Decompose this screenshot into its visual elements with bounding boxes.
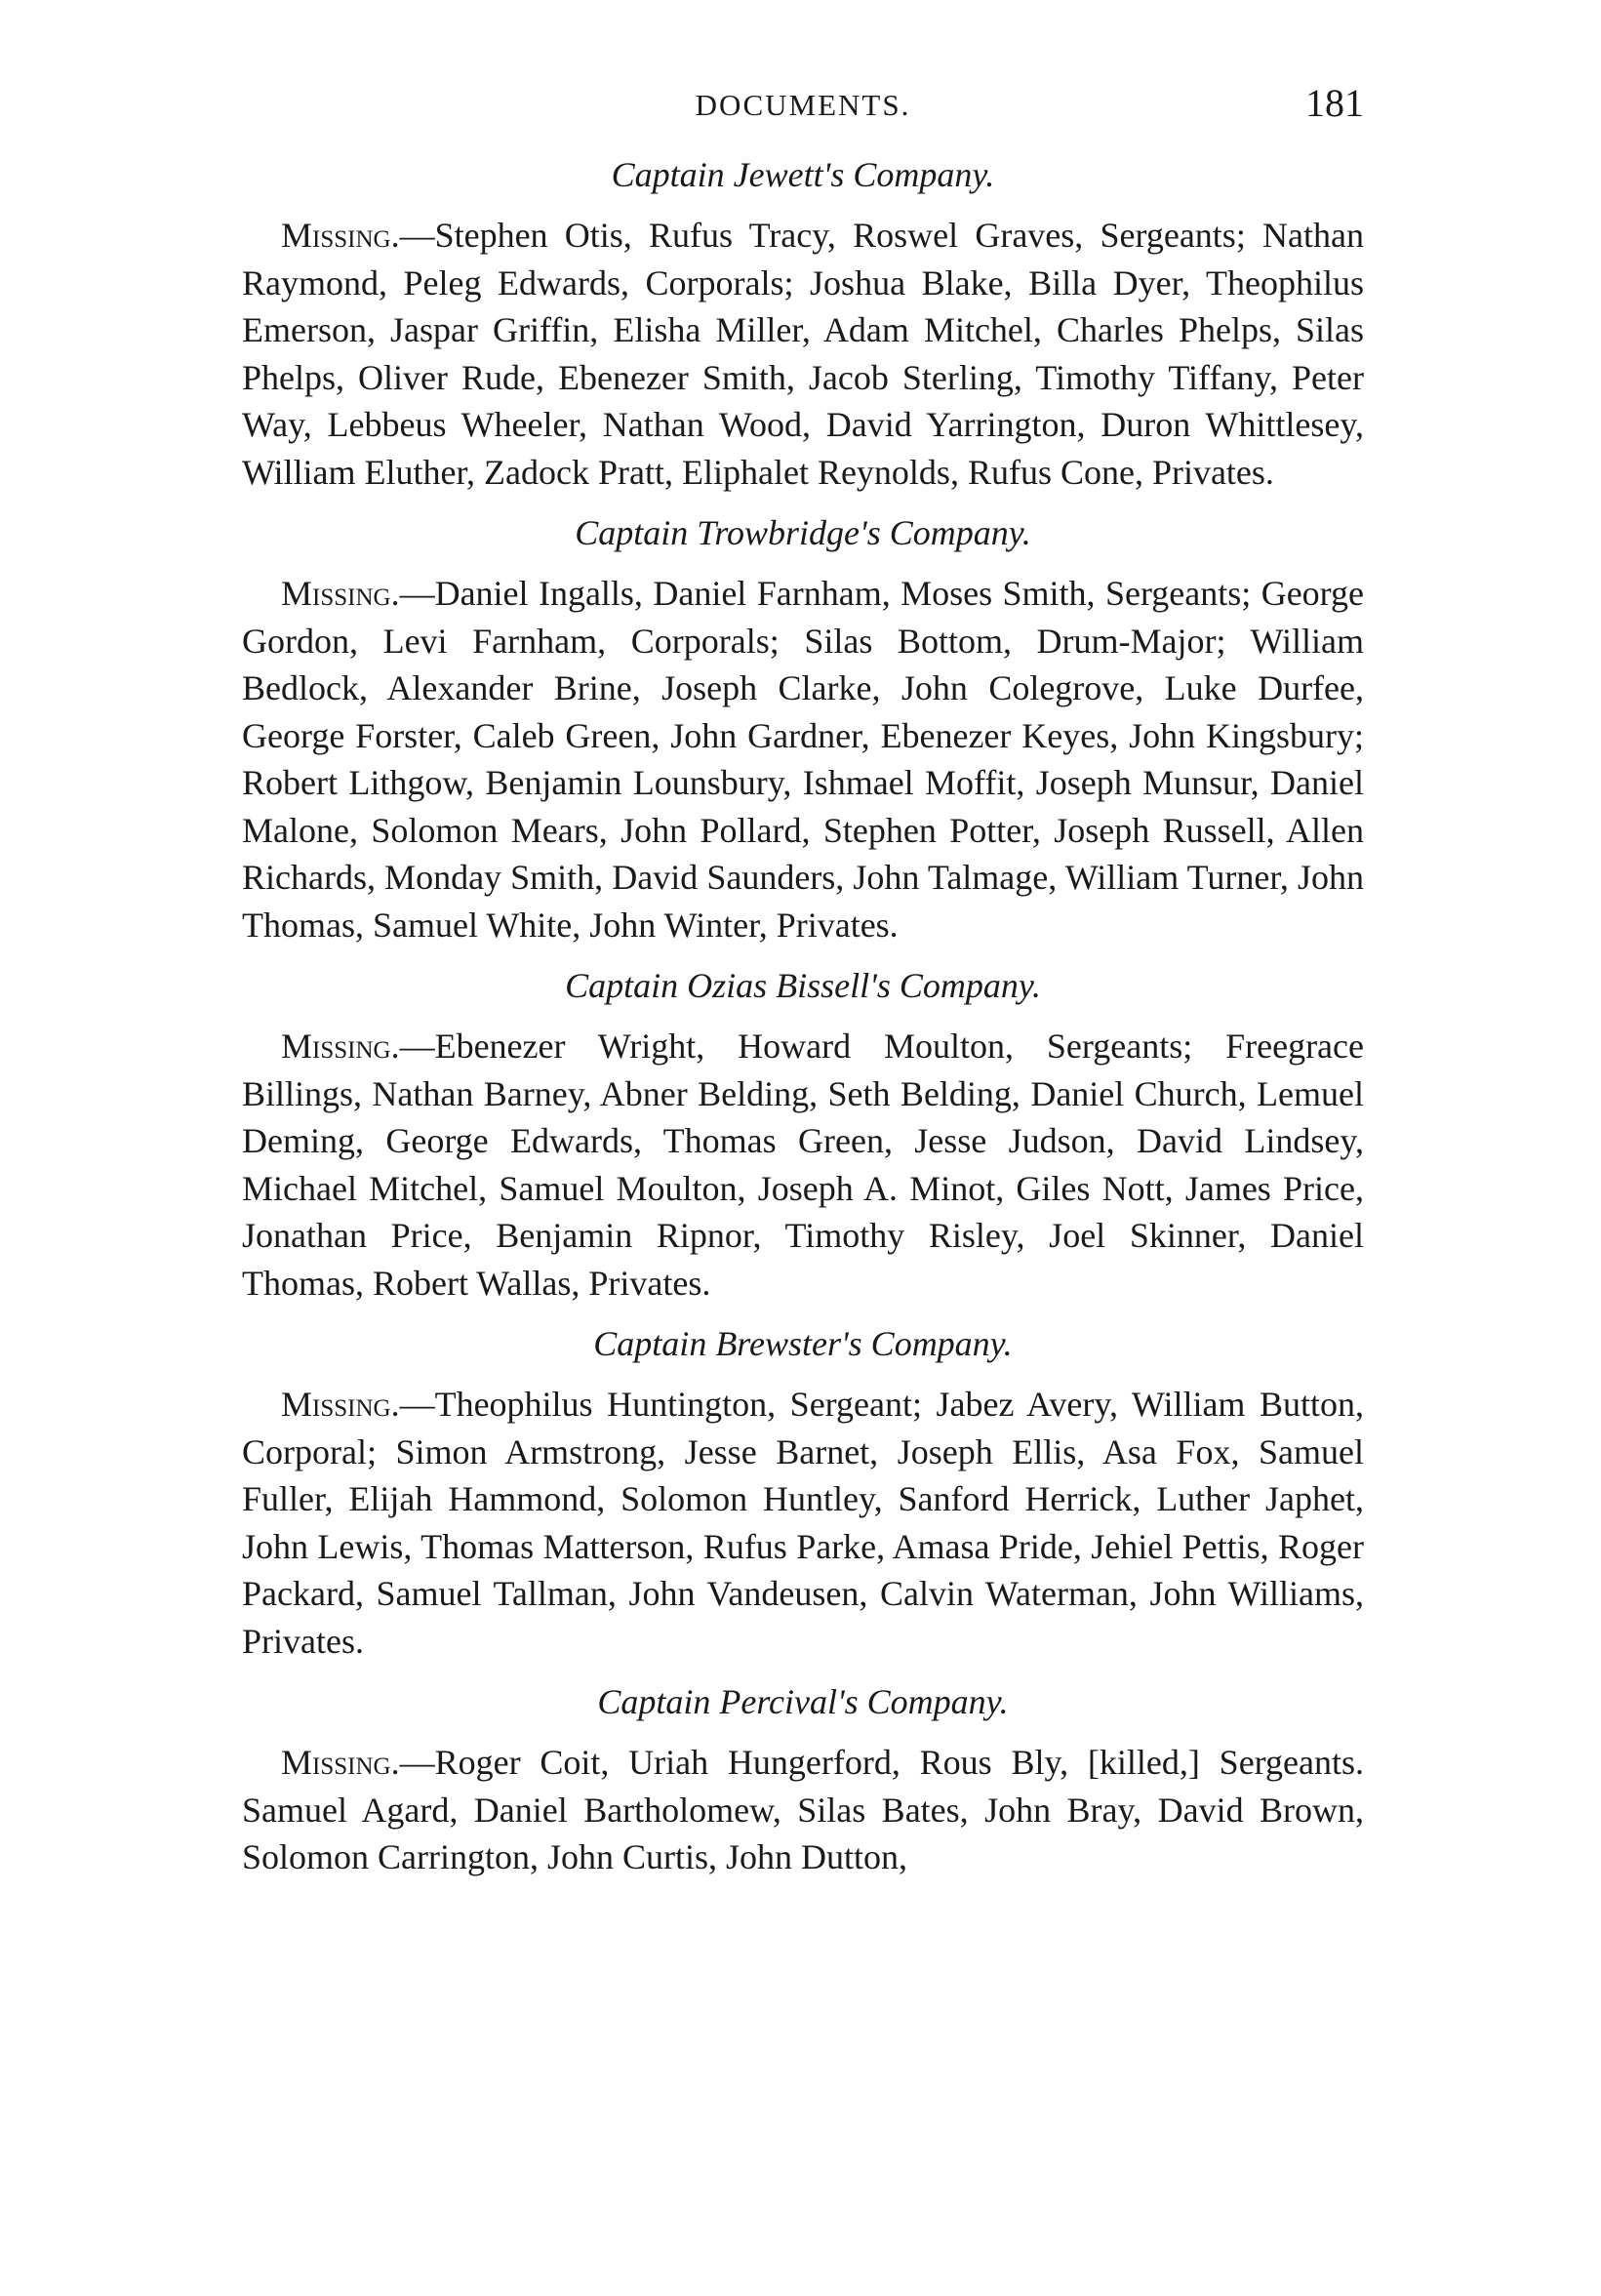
missing-label: Missing.: [281, 1027, 400, 1066]
company-section: [242, 509, 1364, 948]
company-section: [242, 1320, 1364, 1665]
company-roster: [242, 1739, 1364, 1881]
missing-label: Missing.: [281, 1743, 400, 1782]
company-heading: Captain Ozias Bissell's Company.: [565, 966, 1041, 1005]
roster-text: —Roger Coit, Uriah Hungerford, Rous Bly, [killed,] Sergeants. Samuel Agard, Daniel Bartholomew, Silas Bates, John Bray, David Brown, Solomon Carrington, John Curtis, John Dutton,: [242, 1743, 1364, 1876]
company-roster: [242, 1381, 1364, 1665]
company-heading: Captain Brewster's Company.: [593, 1324, 1013, 1363]
company-roster: [242, 212, 1364, 496]
company-heading: Captain Jewett's Company.: [611, 155, 995, 194]
missing-label: Missing.: [281, 574, 400, 613]
company-roster: [242, 570, 1364, 948]
company-roster: [242, 1023, 1364, 1307]
roster-text: —Stephen Otis, Rufus Tracy, Roswel Graves, Sergeants; Nathan Raymond, Peleg Edwards, Corporals; Joshua Blake, Billa Dyer, Theophilus Emerson, Jaspar Griffin, Elisha Miller, Adam Mitchel, Charles Phelps, Silas Phelps, Oliver Rude, Ebenezer Smith, Jacob Sterling, Timothy Tiffany, Peter Way, Lebbeus Wheeler, Nathan Wood, David Yarrington, Duron Whittlesey, William Eluther, Zadock Pratt, Eliphalet Reynolds, Rufus Cone, Privates.: [242, 216, 1364, 492]
company-section: [242, 1678, 1364, 1881]
roster-text: —Ebenezer Wright, Howard Moulton, Sergeants; Freegrace Billings, Nathan Barney, Abner Belding, Seth Belding, Daniel Church, Lemuel Deming, George Edwards, Thomas Green, Jesse Judson, David Lindsey, Michael Mitchel, Samuel Moulton, Joseph A. Minot, Giles Nott, James Price, Jonathan Price, Benjamin Ripnor, Timothy Risley, Joel Skinner, Daniel Thomas, Robert Wallas, Privates.: [242, 1027, 1364, 1303]
running-title: DOCUMENTS.: [695, 88, 911, 122]
roster-text: —Theophilus Huntington, Sergeant; Jabez Avery, William Button, Corporal; Simon Armstrong, Jesse Barnet, Joseph Ellis, Asa Fox, Samuel Fuller, Elijah Hammond, Solomon Huntley, Sanford Herrick, Luther Japhet, John Lewis, Thomas Matterson, Rufus Parke, Amasa Pride, Jehiel Pettis, Roger Packard, Samuel Tallman, John Vandeusen, Calvin Waterman, John Williams, Privates.: [242, 1385, 1364, 1661]
page-number: 181: [1305, 81, 1364, 125]
company-section: [242, 962, 1364, 1307]
running-head: [242, 80, 1364, 129]
missing-label: Missing.: [281, 216, 400, 255]
company-heading: Captain Trowbridge's Company.: [575, 513, 1031, 552]
roster-text: —Daniel Ingalls, Daniel Farnham, Moses Smith, Sergeants; George Gordon, Levi Farnham, Corporals; Silas Bottom, Drum-Major; William Bedlock, Alexander Brine, Joseph Clarke, John Colegrove, Luke Durfee, George Forster, Caleb Green, John Gardner, Ebenezer Keyes, John Kingsbury; Robert Lithgow, Benjamin Lounsbury, Ishmael Moffit, Joseph Munsur, Daniel Malone, Solomon Mears, John Pollard, Stephen Potter, Joseph Russell, Allen Richards, Monday Smith, David Saunders, John Talmage, William Turner, John Thomas, Samuel White, John Winter, Privates.: [242, 574, 1364, 945]
body-text: [242, 151, 1364, 1895]
missing-label: Missing.: [281, 1385, 400, 1424]
company-heading: Captain Percival's Company.: [597, 1682, 1009, 1721]
company-section: [242, 151, 1364, 496]
